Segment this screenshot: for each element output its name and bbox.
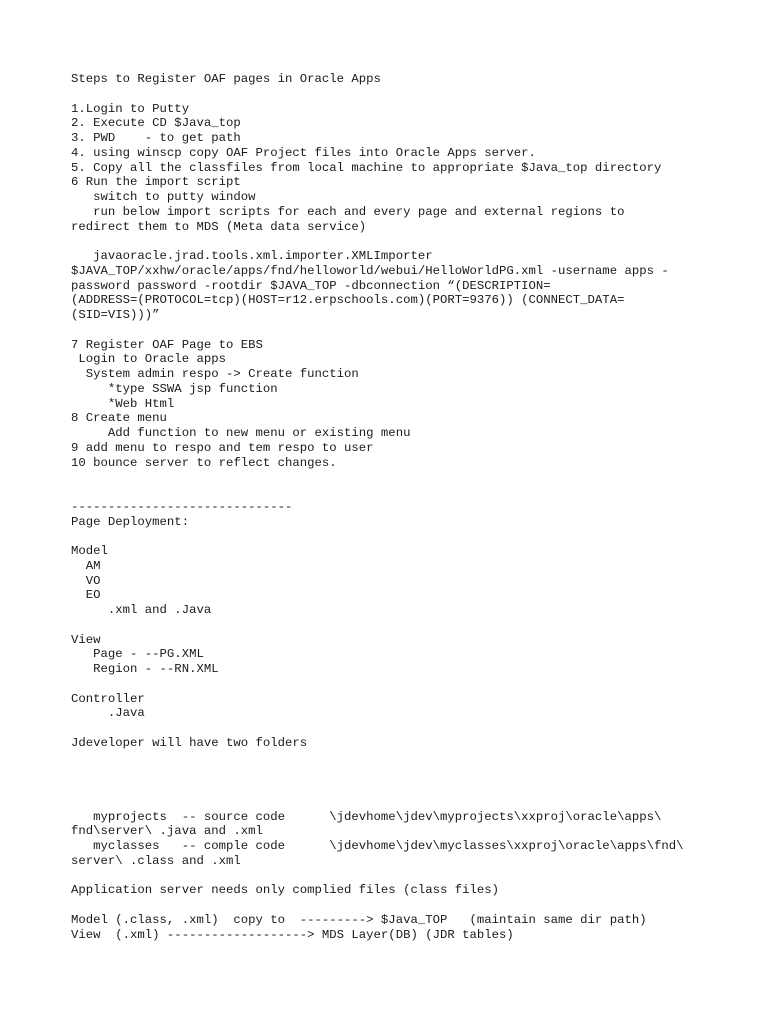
document-line	[71, 898, 761, 913]
document-line: 9 add menu to respo and tem respo to user	[71, 440, 374, 455]
document-line: (ADDRESS=(PROTOCOL=tcp)(HOST=r12.erpschools.com)(PORT=9376)) (CONNECT_DATA=	[71, 293, 625, 308]
document-line	[71, 795, 761, 810]
document-line: 6 Run the import script	[71, 175, 241, 190]
document-line	[71, 485, 761, 500]
document-line: Model	[71, 544, 108, 558]
document-line: Login to Oracle apps	[71, 352, 226, 367]
document-line: Model (.class, .xml) copy to ---------> $Java_TOP (maintain same dir path)	[71, 912, 647, 927]
document-line: .Java	[71, 706, 145, 721]
document-line: javaoracle.jrad.tools.xml.importer.XMLImporter	[71, 249, 433, 263]
document-line: 10 bounce server to reflect changes.	[71, 455, 337, 470]
document-line: 3. PWD - to get path	[71, 131, 241, 145]
document-line	[71, 529, 761, 544]
document-line: View	[71, 632, 101, 647]
document-line	[71, 234, 761, 249]
document-line: *Web Html	[71, 396, 175, 411]
document-line	[71, 780, 761, 795]
document-line: Page Deployment:	[71, 514, 190, 529]
document-line	[71, 677, 761, 692]
document-line: 1.Login to Putty	[71, 101, 190, 116]
document-line: myprojects -- source code \jdevhome\jdev\myprojects\xxproj\oracle\apps\	[71, 809, 662, 824]
document-line: (SID=VIS)))”	[71, 308, 160, 322]
document-line: Controller	[71, 691, 145, 706]
document-line: 2. Execute CD $Java_top	[71, 116, 241, 131]
document-line: password password -rootdir $JAVA_TOP -dbconnection “(DESCRIPTION=	[71, 278, 551, 293]
document-line: Page - --PG.XML	[71, 647, 204, 662]
document-line: Jdeveloper will have two folders	[71, 735, 308, 750]
document-line	[71, 751, 761, 766]
document-line: Steps to Register OAF pages in Oracle Apps	[71, 72, 381, 86]
document-line: redirect them to MDS (Meta data service)	[71, 219, 367, 234]
document-line	[71, 618, 761, 633]
document-line: Application server needs only complied files (class files)	[71, 883, 500, 898]
document-line: switch to putty window	[71, 190, 256, 204]
document-line	[71, 721, 761, 736]
document-line: $JAVA_TOP/xxhw/oracle/apps/fnd/helloworld/webui/HelloWorldPG.xml -username apps -	[71, 263, 669, 278]
document-line: AM	[71, 558, 101, 573]
document-line	[71, 87, 761, 102]
document-line: EO	[71, 588, 101, 603]
document-line: 5. Copy all the classfiles from local machine to appropriate $Java_top directory	[71, 160, 662, 175]
document-line: run below import scripts for each and every page and external regions to	[71, 204, 625, 219]
document-line: 4. using winscp copy OAF Project files into Oracle Apps server.	[71, 145, 536, 160]
document-line: Add function to new menu or existing menu	[71, 426, 411, 440]
document-line: Region - --RN.XML	[71, 662, 219, 676]
document-line	[71, 765, 761, 780]
document-line: server\ .class and .xml	[71, 853, 241, 868]
document-line: fnd\server\ .java and .xml	[71, 824, 263, 839]
document-line: ------------------------------	[71, 499, 293, 514]
document-line: VO	[71, 573, 101, 588]
document-body	[71, 72, 761, 942]
document-line	[71, 869, 761, 884]
document-line: .xml and .Java	[71, 603, 212, 617]
document-line	[71, 323, 761, 338]
document-line: View (.xml) -------------------> MDS Layer(DB) (JDR tables)	[71, 927, 514, 942]
document-line	[71, 470, 761, 485]
document-line: myclasses -- comple code \jdevhome\jdev\myclasses\xxproj\oracle\apps\fnd\	[71, 839, 684, 853]
document-line: System admin respo -> Create function	[71, 367, 359, 381]
document-line: 8 Create menu	[71, 411, 167, 426]
document-line: *type SSWA jsp function	[71, 381, 278, 396]
document-line: 7 Register OAF Page to EBS	[71, 337, 263, 352]
